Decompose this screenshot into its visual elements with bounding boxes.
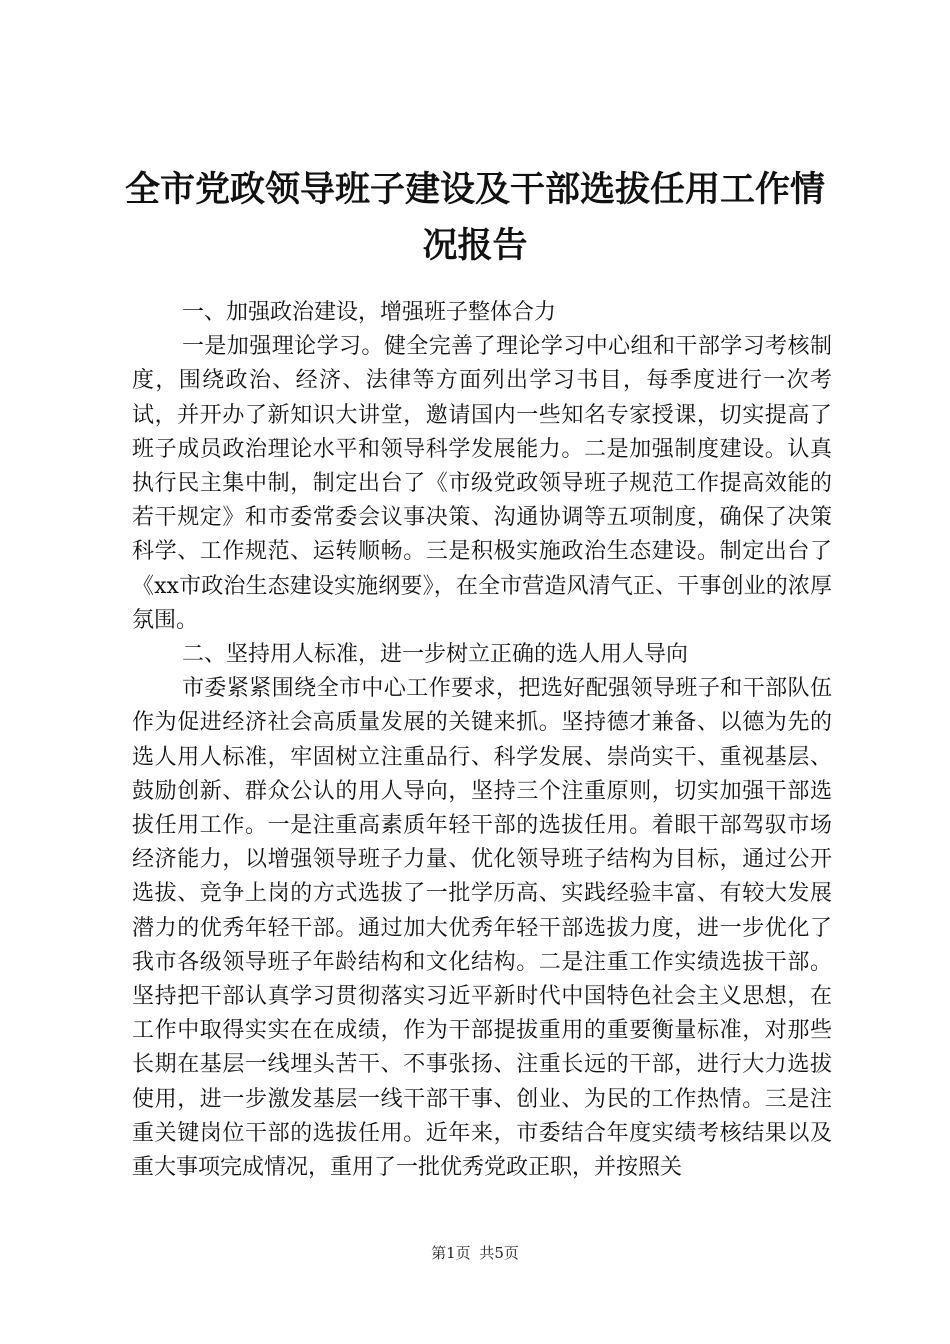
paragraph-1: 一是加强理论学习。健全完善了理论学习中心组和干部学习考核制度，围绕政治、经济、法律等方面列出学习书目，每季度进行一次考试，并开办了新知识大讲堂，邀请国内一些知名专家授课，切实提高了班子成员政治理论水平和领导科学发展能力。二是加强制度建设。认真执行民主集中制，制定出台了《市级党政领导班子规范工作提高效能的若干规定》和市委常委会议事决策、沟通协调等五项制度，确保了决策科学、工作规范、运转顺畅。三是积极实施政治生态建设。制定出台了《xx市政治生态建设实施纲要》，在全市营造风清气正、干事创业的浓厚氛围。 xyxy=(132,334,832,633)
page-total: 共5页 xyxy=(479,1244,519,1262)
section-heading-1: 一、加强政治建设，增强班子整体合力 xyxy=(182,300,557,325)
paragraph-2: 市委紧紧围绕全市中心工作要求，把选好配强领导班子和干部队伍作为促进经济社会高质量发展的关键来抓。坚持德才兼备、以德为先的选人用人标准，牢固树立注重品行、科学发展、崇尚实干、重视基层、鼓励创新、群众公认的用人导向，坚持三个注重原则，切实加强干部选拔任用工作。一是注重高素质年轻干部的选拔任用。着眼干部驾驭市场经济能力，以增强领导班子力量、优化领导班子结构为目标，通过公开选拔、竞争上岗的方式选拔了一批学历高、实践经验丰富、有较大发展潜力的优秀年轻干部。通过加大优秀年轻干部选拔力度，进一步优化了我市各级领导班子年龄结构和文化结构。二是注重工作实绩选拔干部。坚持把干部认真学习贯彻落实习近平新时代中国特色社会主义思想，在工作中取得实实在在成绩，作为干部提拔重用的重要衡量标准，对那些长期在基层一线埋头苦干、不事张扬、注重长远的干部，进行大力选拔使用，进一步激发基层一线干部干事、创业、为民的工作热情。三是注重关键岗位干部的选拔任用。近年来，市委结合年度实绩考核结果以及重大事项完成情况，重用了一批优秀党政正职，并按照关 xyxy=(132,676,832,1181)
page-number: 第1页 xyxy=(431,1244,471,1262)
title-line-2: 况报告 xyxy=(422,225,528,266)
section-heading-2: 二、坚持用人标准，进一步树立正确的选人用人导向 xyxy=(182,642,689,668)
document-body xyxy=(132,296,832,1185)
title-line-1: 全市党政领导班子建设及干部选拔任用工作情 xyxy=(124,169,825,210)
page-footer xyxy=(0,1243,950,1263)
document-title xyxy=(120,162,830,274)
